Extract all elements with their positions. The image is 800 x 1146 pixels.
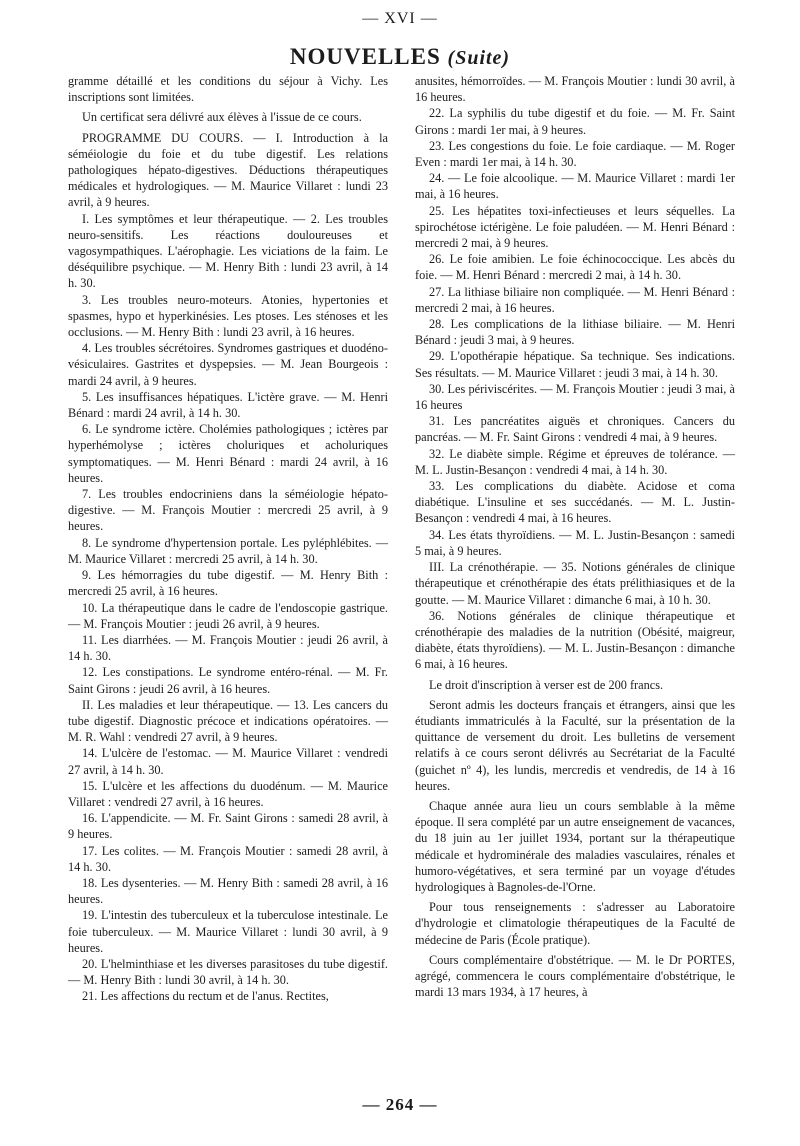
section-heading bbox=[0, 44, 800, 70]
paragraph: anusites, hémorroïdes. — M. François Moutier : lundi 30 avril, à 16 heures. bbox=[415, 74, 735, 105]
paragraph: 3. Les troubles neuro-moteurs. Atonies, hypertonies et spasmes, hypo et hyperkinésies. Les ptoses. Les sténoses et les occlusions. — M. Henry Bith : lundi 23 avril, à 16 heures. bbox=[68, 292, 388, 340]
paragraph: 33. Les complications du diabète. Acidose et coma diabétique. L'insuline et ses succédanés. — M. L. Justin-Besançon : vendredi 4 mai, à 16 heures. bbox=[415, 479, 735, 526]
paragraph: 28. Les complications de la lithiase biliaire. — M. Henri Bénard : jeudi 3 mai, à 9 heures. bbox=[415, 317, 735, 348]
paragraph: gramme détaillé et les conditions du séjour à Vichy. Les inscriptions sont limitées. bbox=[68, 74, 388, 105]
paragraph: 18. Les dysenteries. — M. Henry Bith : samedi 28 avril, à 16 heures. bbox=[68, 875, 388, 907]
paragraph: Un certificat sera délivré aux élèves à l'issue de ce cours. bbox=[82, 110, 362, 125]
paragraph: III. La crénothérapie. — 35. Notions générales de clinique thérapeutique et crénothérapie des états prélithiasiques et de la goutte. — M. Maurice Villaret : dimanche 6 mai, à 10 h. 30. bbox=[415, 560, 735, 607]
paragraph: 26. Le foie amibien. Le foie échinococcique. Les abcès du foie. — M. Henri Bénard : mercredi 2 mai, à 14 h. 30. bbox=[415, 252, 735, 283]
paragraph: 5. Les insuffisances hépatiques. L'ictère grave. — M. Henri Bénard : mardi 24 avril, à 14 h. 30. bbox=[68, 389, 388, 421]
paragraph: 29. L'opothérapie hépatique. Sa technique. Ses indications. Ses résultats. — M. Maurice Villaret : jeudi 3 mai, à 14 h. 30. bbox=[415, 349, 735, 380]
paragraph: 34. Les états thyroïdiens. — M. L. Justin-Besançon : samedi 5 mai, à 9 heures. bbox=[415, 527, 735, 558]
heading-title: NOUVELLES bbox=[289, 44, 441, 69]
paragraph: 32. Le diabète simple. Régime et épreuves de tolérance. — M. L. Justin-Besançon : vendredi 4 mai, à 14 h. 30. bbox=[415, 446, 735, 477]
running-folio: — XVI — bbox=[362, 10, 438, 27]
paragraph: 15. L'ulcère et les affections du duodénum. — M. Maurice Villaret : vendredi 27 avril, à 16 heures. bbox=[68, 778, 388, 809]
paragraph: 14. L'ulcère de l'estomac. — M. Maurice Villaret : vendredi 27 avril, à 14 h. 30. bbox=[68, 746, 388, 777]
paragraph: 31. Les pancréatites aiguës et chroniques. Cancers du pancréas. — M. Fr. Saint Girons : vendredi 4 mai, à 9 heures. bbox=[415, 414, 735, 445]
paragraph: 20. L'helminthiase et les diverses parasitoses du tube digestif. — M. Henry Bith : lundi 30 avril, à 14 h. 30. bbox=[68, 956, 388, 988]
paragraph: 12. Les constipations. Le syndrome entéro-rénal. — M. Fr. Saint Girons : jeudi 26 avril, à 16 heures. bbox=[68, 665, 388, 696]
paragraph: II. Les maladies et leur thérapeutique. — 13. Les cancers du tube digestif. Diagnostic précoce et indications opératoires. — M. R. Wahl : vendredi 27 avril, à 9 heures. bbox=[68, 697, 388, 745]
paragraph: Seront admis les docteurs français et étrangers, ainsi que les étudiants immatriculés à la Faculté, sur la présentation de la quittance de versement du droit. Les bulletins de versement relatifs à ce cours seront délivrés au Secrétariat de la Faculté (guichet nº 4), les lundis, mercredis et vendredis, de 14 à 16 heures. bbox=[415, 697, 735, 793]
paragraph: 25. Les hépatites toxi-infectieuses et leurs séquelles. La spirochétose ictérigène. Le foie paludéen. — M. Henri Bénard : mercredi 2 mai, à 9 heures. bbox=[415, 203, 735, 251]
paragraph: 17. Les colites. — M. François Moutier : samedi 28 avril, à 14 h. 30. bbox=[68, 843, 388, 874]
right-column bbox=[415, 73, 735, 1000]
paragraph: Chaque année aura lieu un cours semblable à la même époque. Il sera complété par un autre enseignement de vacances, du 18 juin au 1er juillet 1934, portant sur la thérapeutique médicale et hydrominérale des maladies vasculaires, rénales et humoro-végétatives, et sera terminé par un voyage d'études hydrologiques à Bagnoles-de-l'Orne. bbox=[415, 798, 735, 894]
left-column bbox=[68, 73, 388, 1005]
paragraph: 11. Les diarrhées. — M. François Moutier : jeudi 26 avril, à 14 h. 30. bbox=[68, 632, 388, 664]
paragraph: 8. Le syndrome d'hypertension portale. Les pyléphlébites. — M. Maurice Villaret : mercredi 25 avril, à 14 h. 30. bbox=[68, 535, 388, 566]
paragraph: 16. L'appendicite. — M. Fr. Saint Girons : samedi 28 avril, à 9 heures. bbox=[68, 811, 388, 842]
paragraph: 6. Le syndrome ictère. Cholémies pathologiques ; ictères par hyperhémolyse ; ictères choluriques et acholuriques symptomatiques. — M. Henri Bénard : mardi 24 avril, à 16 heures. bbox=[68, 422, 388, 485]
paragraph: 9. Les hémorragies du tube digestif. — M. Henry Bith : mercredi 25 avril, à 16 heures. bbox=[68, 568, 388, 599]
paragraph: 30. Les périviscérites. — M. François Moutier : jeudi 3 mai, à 16 heures bbox=[415, 381, 735, 413]
heading-suite: (Suite) bbox=[447, 47, 511, 69]
paragraph: 7. Les troubles endocriniens dans la séméiologie hépato-digestive. — M. François Moutier : mercredi 25 avril, à 9 heures. bbox=[68, 487, 388, 534]
paragraph: 19. L'intestin des tuberculeux et la tuberculose intestinale. Le foie tuberculeux. — M. Maurice Villaret : lundi 30 avril, à 9 heures. bbox=[68, 908, 388, 955]
paragraph: 21. Les affections du rectum et de l'anus. Rectites, bbox=[82, 989, 329, 1004]
paragraph: 4. Les troubles sécrétoires. Syndromes gastriques et duodéno-vésiculaires. Gastrites et dyspepsies. — M. Jean Bourgeois : mardi 24 avril, à 9 heures. bbox=[68, 341, 388, 388]
page-number: — 264 — bbox=[362, 1095, 438, 1114]
paragraph: I. Les symptômes et leur thérapeutique. — 2. Les troubles neuro-sensitifs. Les réactions douloureuses et vagosympathiques. L'aérophagie. Les viciations de la faim. Le déséquilibre psychique. — M. Henry Bith : lundi 23 avril, à 14 h. 30. bbox=[68, 211, 388, 291]
paragraph: 36. Notions générales de clinique thérapeutique et crénothérapie des maladies de la nutrition (Obésité, maigreur, diabète, états thyroïdiens). — M. L. Justin-Besançon : dimanche 6 mai, à 16 heures. bbox=[415, 608, 735, 672]
paragraph: 10. La thérapeutique dans le cadre de l'endoscopie gastrique. — M. François Moutier : jeudi 26 avril, à 9 heures. bbox=[68, 600, 388, 631]
paragraph: 27. La lithiase biliaire non compliquée. — M. Henri Bénard : mercredi 2 mai, à 16 heures. bbox=[415, 284, 735, 315]
paragraph: 24. — Le foie alcoolique. — M. Maurice Villaret : mardi 1er mai, à 16 heures. bbox=[415, 171, 735, 202]
paragraph: 22. La syphilis du tube digestif et du foie. — M. Fr. Saint Girons : mardi 1er mai, à 9 heures. bbox=[415, 106, 735, 137]
paragraph: 23. Les congestions du foie. Le foie cardiaque. — M. Roger Even : mardi 1er mai, à 14 h. 30. bbox=[415, 138, 735, 170]
paragraph: Le droit d'inscription à verser est de 200 francs. bbox=[429, 677, 664, 692]
paragraph: Pour tous renseignements : s'adresser au Laboratoire d'hydrologie et climatologie thérapeutiques de la Faculté de médecine de Paris (École pratique). bbox=[415, 900, 735, 947]
paragraph: PROGRAMME DU COURS. — I. Introduction à la séméiologie du foie et du tube digestif. Les relations pathologiques hépato-digestives. Déductions thérapeutiques médicales et hydrologiques. — M. Maurice Villaret : lundi 23 avril, à 9 heures. bbox=[68, 130, 388, 210]
paragraph: Cours complémentaire d'obstétrique. — M. le Dr PORTES, agrégé, commencera le cours complémentaire d'obstétrique, le mardi 13 mars 1934, à 17 heures, à bbox=[415, 952, 735, 1000]
